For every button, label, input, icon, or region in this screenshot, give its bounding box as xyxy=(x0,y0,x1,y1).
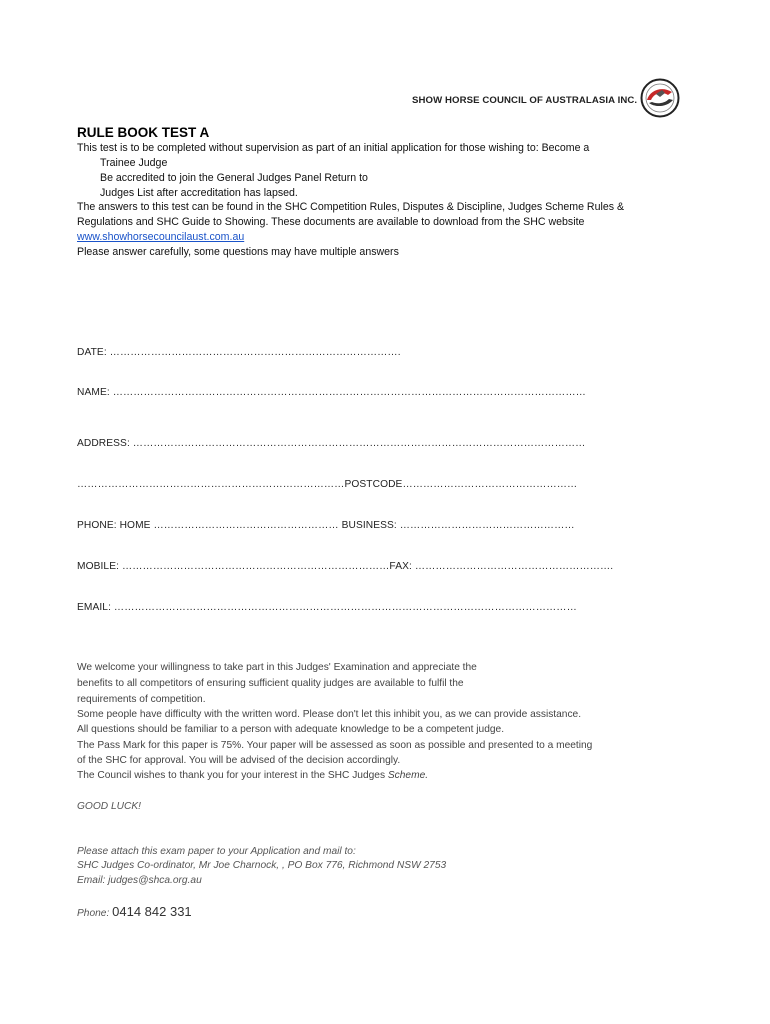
contact-phone xyxy=(77,904,192,919)
contact-email: Email: judges@shca.org.au xyxy=(77,875,202,886)
coordinator-address: SHC Judges Co-ordinator, Mr Joe Charnock, , PO Box 776, Richmond NSW 2753 xyxy=(77,860,447,871)
address-field[interactable]: ADDRESS: …………………………………………………………………………………………………………………… xyxy=(77,438,586,449)
good-luck: GOOD LUCK! xyxy=(77,801,141,812)
mobile-fax-field[interactable]: MOBILE: ……………………………………………………………………FAX: …………………………………………………. xyxy=(77,561,614,572)
logo-org-name: SHOW HORSE COUNCIL OF AUSTRALASIA INC. xyxy=(412,95,638,106)
website-link[interactable]: www.showhorsecouncilaust.com.au xyxy=(77,231,245,243)
postcode-field[interactable]: ……………………………………………………………………POSTCODE…………………………………………… xyxy=(77,479,578,490)
message-line: All questions should be familiar to a person with adequate knowledge to be a competent judge. xyxy=(77,724,505,735)
phone-field[interactable]: PHONE: HOME ……………………………………………… BUSINESS: …………………………………………… xyxy=(77,520,575,531)
horse-emblem-icon xyxy=(638,78,682,118)
intro-line-4: Please answer carefully, some questions may have multiple answers xyxy=(77,246,399,258)
intro-list-item: Be accredited to join the General Judges Panel Return to xyxy=(100,172,368,184)
page-title: RULE BOOK TEST A xyxy=(77,125,210,140)
message-thanks-text: The Council wishes to thank you for your interest in the SHC Judges xyxy=(77,770,388,781)
intro-line-2: The answers to this test can be found in the SHC Competition Rules, Disputes & Discipline, Judges Scheme Rules & xyxy=(77,201,625,213)
message-line: We welcome your willingness to take part in this Judges' Examination and appreciate the xyxy=(77,662,477,673)
attach-instruction: Please attach this exam paper to your Application and mail to: xyxy=(77,846,356,857)
message-line: Some people have difficulty with the written word. Please don't let this inhibit you, as we can provide assistance. xyxy=(77,709,582,720)
message-thanks-italic: Scheme. xyxy=(387,770,429,781)
intro-list-item: Judges List after accreditation has lapsed. xyxy=(100,187,298,199)
intro-line-1: This test is to be completed without supervision as part of an initial application for those wishing to: Become a xyxy=(77,142,590,154)
phone-label: Phone: xyxy=(77,908,113,919)
phone-number: 0414 842 331 xyxy=(112,904,192,919)
message-thanks xyxy=(77,770,428,781)
intro-line-3: Regulations and SHC Guide to Showing. These documents are available to download from the SHC website xyxy=(77,216,585,228)
message-line: requirements of competition. xyxy=(77,694,206,705)
shc-logo xyxy=(402,78,684,118)
message-line: benefits to all competitors of ensuring sufficient quality judges are available to fulfil the xyxy=(77,678,464,689)
intro-list-item: Trainee Judge xyxy=(100,157,168,169)
message-line: The Pass Mark for this paper is 75%. Your paper will be assessed as soon as possible and presented to a meeting xyxy=(77,740,593,751)
name-field[interactable]: NAME: ………………………………………………………………………………………………………………………… xyxy=(77,387,586,398)
message-line: of the SHC for approval. You will be advised of the decision accordingly. xyxy=(77,755,401,766)
email-field[interactable]: EMAIL: ……………………………………………………………………………………………………………………… xyxy=(77,602,577,613)
date-field[interactable]: DATE: …………………………………………………………………………. xyxy=(77,347,401,358)
